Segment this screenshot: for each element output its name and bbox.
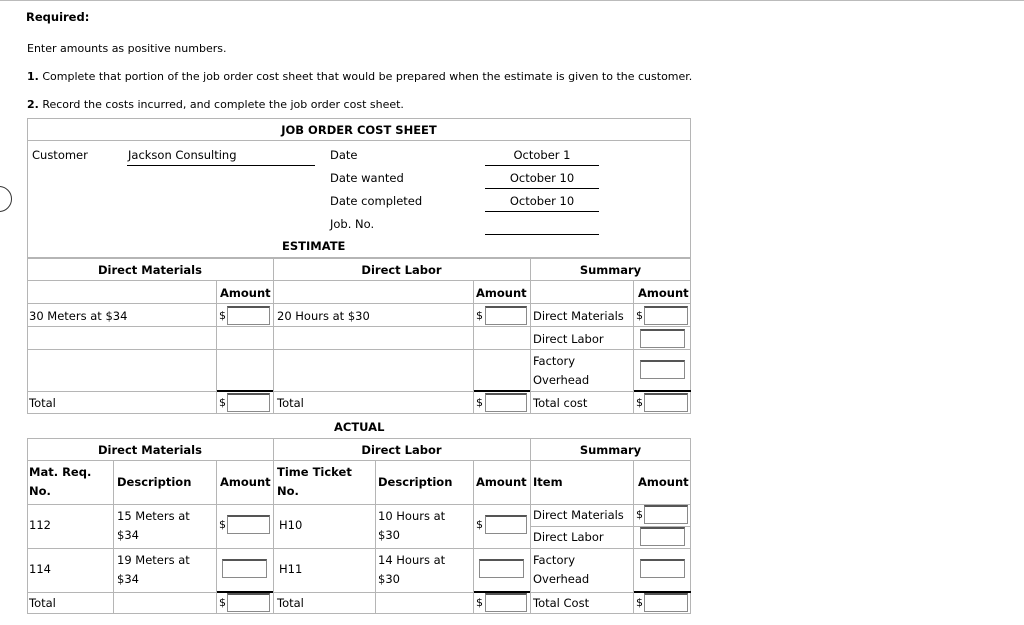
date-label: Date xyxy=(330,148,358,162)
dl-description-line-1: 10 Hours at xyxy=(378,509,446,523)
dm-description-line-2: $34 xyxy=(117,528,139,542)
currency-symbol: $ xyxy=(476,596,483,609)
actual-summary-foh-label-1: Factory xyxy=(533,553,576,567)
time-ticket-no: H11 xyxy=(279,562,303,576)
estimate-dl-header: Direct Labor xyxy=(361,263,442,277)
dl-description-line-1: 14 Hours at xyxy=(378,553,446,567)
actual-dl-amount-input-2[interactable] xyxy=(479,559,524,578)
dl-description-line-2: $30 xyxy=(378,528,400,542)
actual-heading: ACTUAL xyxy=(334,420,385,434)
actual-summary-foh-input[interactable] xyxy=(640,559,685,578)
actual-dl-description-header: Description xyxy=(378,475,453,489)
estimate-summary-foh-input[interactable] xyxy=(640,360,685,379)
required-heading: Required: xyxy=(26,10,90,24)
estimate-dm-total-label: Total xyxy=(29,396,56,410)
currency-symbol: $ xyxy=(219,596,226,609)
actual-summary-dm-label: Direct Materials xyxy=(533,508,624,522)
actual-dl-total-label: Total xyxy=(277,596,304,610)
currency-symbol: $ xyxy=(476,396,483,409)
estimate-dm-amount-input[interactable] xyxy=(227,306,270,325)
actual-dl-total-input[interactable] xyxy=(485,593,527,612)
dm-description-line-2: $34 xyxy=(117,572,139,586)
estimate-heading: ESTIMATE xyxy=(282,239,346,253)
date-value: October 1 xyxy=(513,148,571,162)
customer-label: Customer xyxy=(32,148,88,162)
sheet-title: JOB ORDER COST SHEET xyxy=(281,123,437,137)
actual-dm-description-header: Description xyxy=(117,475,192,489)
currency-symbol: $ xyxy=(219,309,226,322)
actual-dm-total-input[interactable] xyxy=(227,593,270,612)
mat-req-no: 112 xyxy=(29,518,51,532)
estimate-dl-total-input[interactable] xyxy=(485,393,527,412)
currency-symbol: $ xyxy=(636,396,643,409)
currency-symbol: $ xyxy=(476,518,483,531)
currency-symbol: $ xyxy=(219,518,226,531)
time-ticket-no: H10 xyxy=(279,518,303,532)
estimate-total-cost-input[interactable] xyxy=(644,393,688,412)
date-completed-value: October 10 xyxy=(509,194,575,208)
instruction-step-1: 1. Complete that portion of the job order cost sheet that would be prepared when the estimate is given to the customer. xyxy=(27,70,693,83)
estimate-dm-header: Direct Materials xyxy=(98,263,202,277)
actual-summary-header: Summary xyxy=(579,443,642,457)
estimate-dl-total-label: Total xyxy=(277,396,304,410)
time-ticket-header-1: Time Ticket xyxy=(277,465,352,479)
currency-symbol: $ xyxy=(219,396,226,409)
estimate-summary-dm-label: Direct Materials xyxy=(533,309,624,323)
dl-description-line-2: $30 xyxy=(378,572,400,586)
actual-dm-amount-input-2[interactable] xyxy=(222,559,267,578)
date-completed-label: Date completed xyxy=(330,194,423,208)
estimate-total-cost-label: Total cost xyxy=(533,396,588,410)
actual-item-header: Item xyxy=(533,475,563,489)
customer-value: Jackson Consulting xyxy=(128,148,237,162)
collapse-handle-icon[interactable] xyxy=(0,186,12,212)
estimate-summary-amount-header: Amount xyxy=(638,286,689,300)
actual-dl-amount-header: Amount xyxy=(476,475,527,489)
date-wanted-label: Date wanted xyxy=(330,171,404,185)
actual-dl-header: Direct Labor xyxy=(361,443,442,457)
estimate-summary-dm-input[interactable] xyxy=(644,306,688,325)
dm-description-line-1: 19 Meters at xyxy=(117,553,190,567)
actual-total-cost-label: Total Cost xyxy=(533,596,590,610)
actual-dm-total-label: Total xyxy=(29,596,56,610)
estimate-summary-header: Summary xyxy=(579,263,642,277)
estimate-dm-row: 30 Meters at $34 xyxy=(29,309,128,323)
estimate-dm-amount-header: Amount xyxy=(220,286,271,300)
mat-req-header-2: No. xyxy=(29,484,51,498)
actual-summary-amount-header: Amount xyxy=(638,475,689,489)
estimate-dm-total-input[interactable] xyxy=(227,393,270,412)
actual-summary-dm-input[interactable] xyxy=(644,505,688,524)
estimate-dl-amount-input[interactable] xyxy=(485,306,527,325)
currency-symbol: $ xyxy=(476,309,483,322)
job-order-cost-sheet xyxy=(27,118,691,614)
currency-symbol: $ xyxy=(636,309,643,322)
instruction-step-2: 2. Record the costs incurred, and complete the job order cost sheet. xyxy=(27,98,404,111)
date-wanted-value: October 10 xyxy=(509,171,575,185)
actual-summary-dl-input[interactable] xyxy=(640,527,685,546)
dm-description-line-1: 15 Meters at xyxy=(117,509,190,523)
actual-dm-amount-header: Amount xyxy=(220,475,271,489)
instruction-note: Enter amounts as positive numbers. xyxy=(27,42,227,55)
estimate-dl-row: 20 Hours at $30 xyxy=(277,309,370,323)
estimate-summary-dl-input[interactable] xyxy=(640,329,685,348)
currency-symbol: $ xyxy=(636,596,643,609)
actual-summary-dl-label: Direct Labor xyxy=(533,530,604,544)
actual-total-cost-input[interactable] xyxy=(644,593,688,612)
actual-dl-amount-input-1[interactable] xyxy=(485,515,527,534)
currency-symbol: $ xyxy=(636,508,643,521)
time-ticket-header-2: No. xyxy=(277,484,299,498)
mat-req-header-1: Mat. Req. xyxy=(29,465,92,479)
estimate-dl-amount-header: Amount xyxy=(476,286,527,300)
top-divider xyxy=(0,0,1024,1)
estimate-summary-dl-label: Direct Labor xyxy=(533,332,604,346)
actual-dm-amount-input-1[interactable] xyxy=(227,515,270,534)
actual-dm-header: Direct Materials xyxy=(98,443,202,457)
estimate-summary-foh-label-1: Factory xyxy=(533,354,576,368)
job-no-label: Job. No. xyxy=(330,217,375,231)
estimate-summary-foh-label-2: Overhead xyxy=(533,373,590,387)
actual-summary-foh-label-2: Overhead xyxy=(533,572,590,586)
mat-req-no: 114 xyxy=(29,562,51,576)
